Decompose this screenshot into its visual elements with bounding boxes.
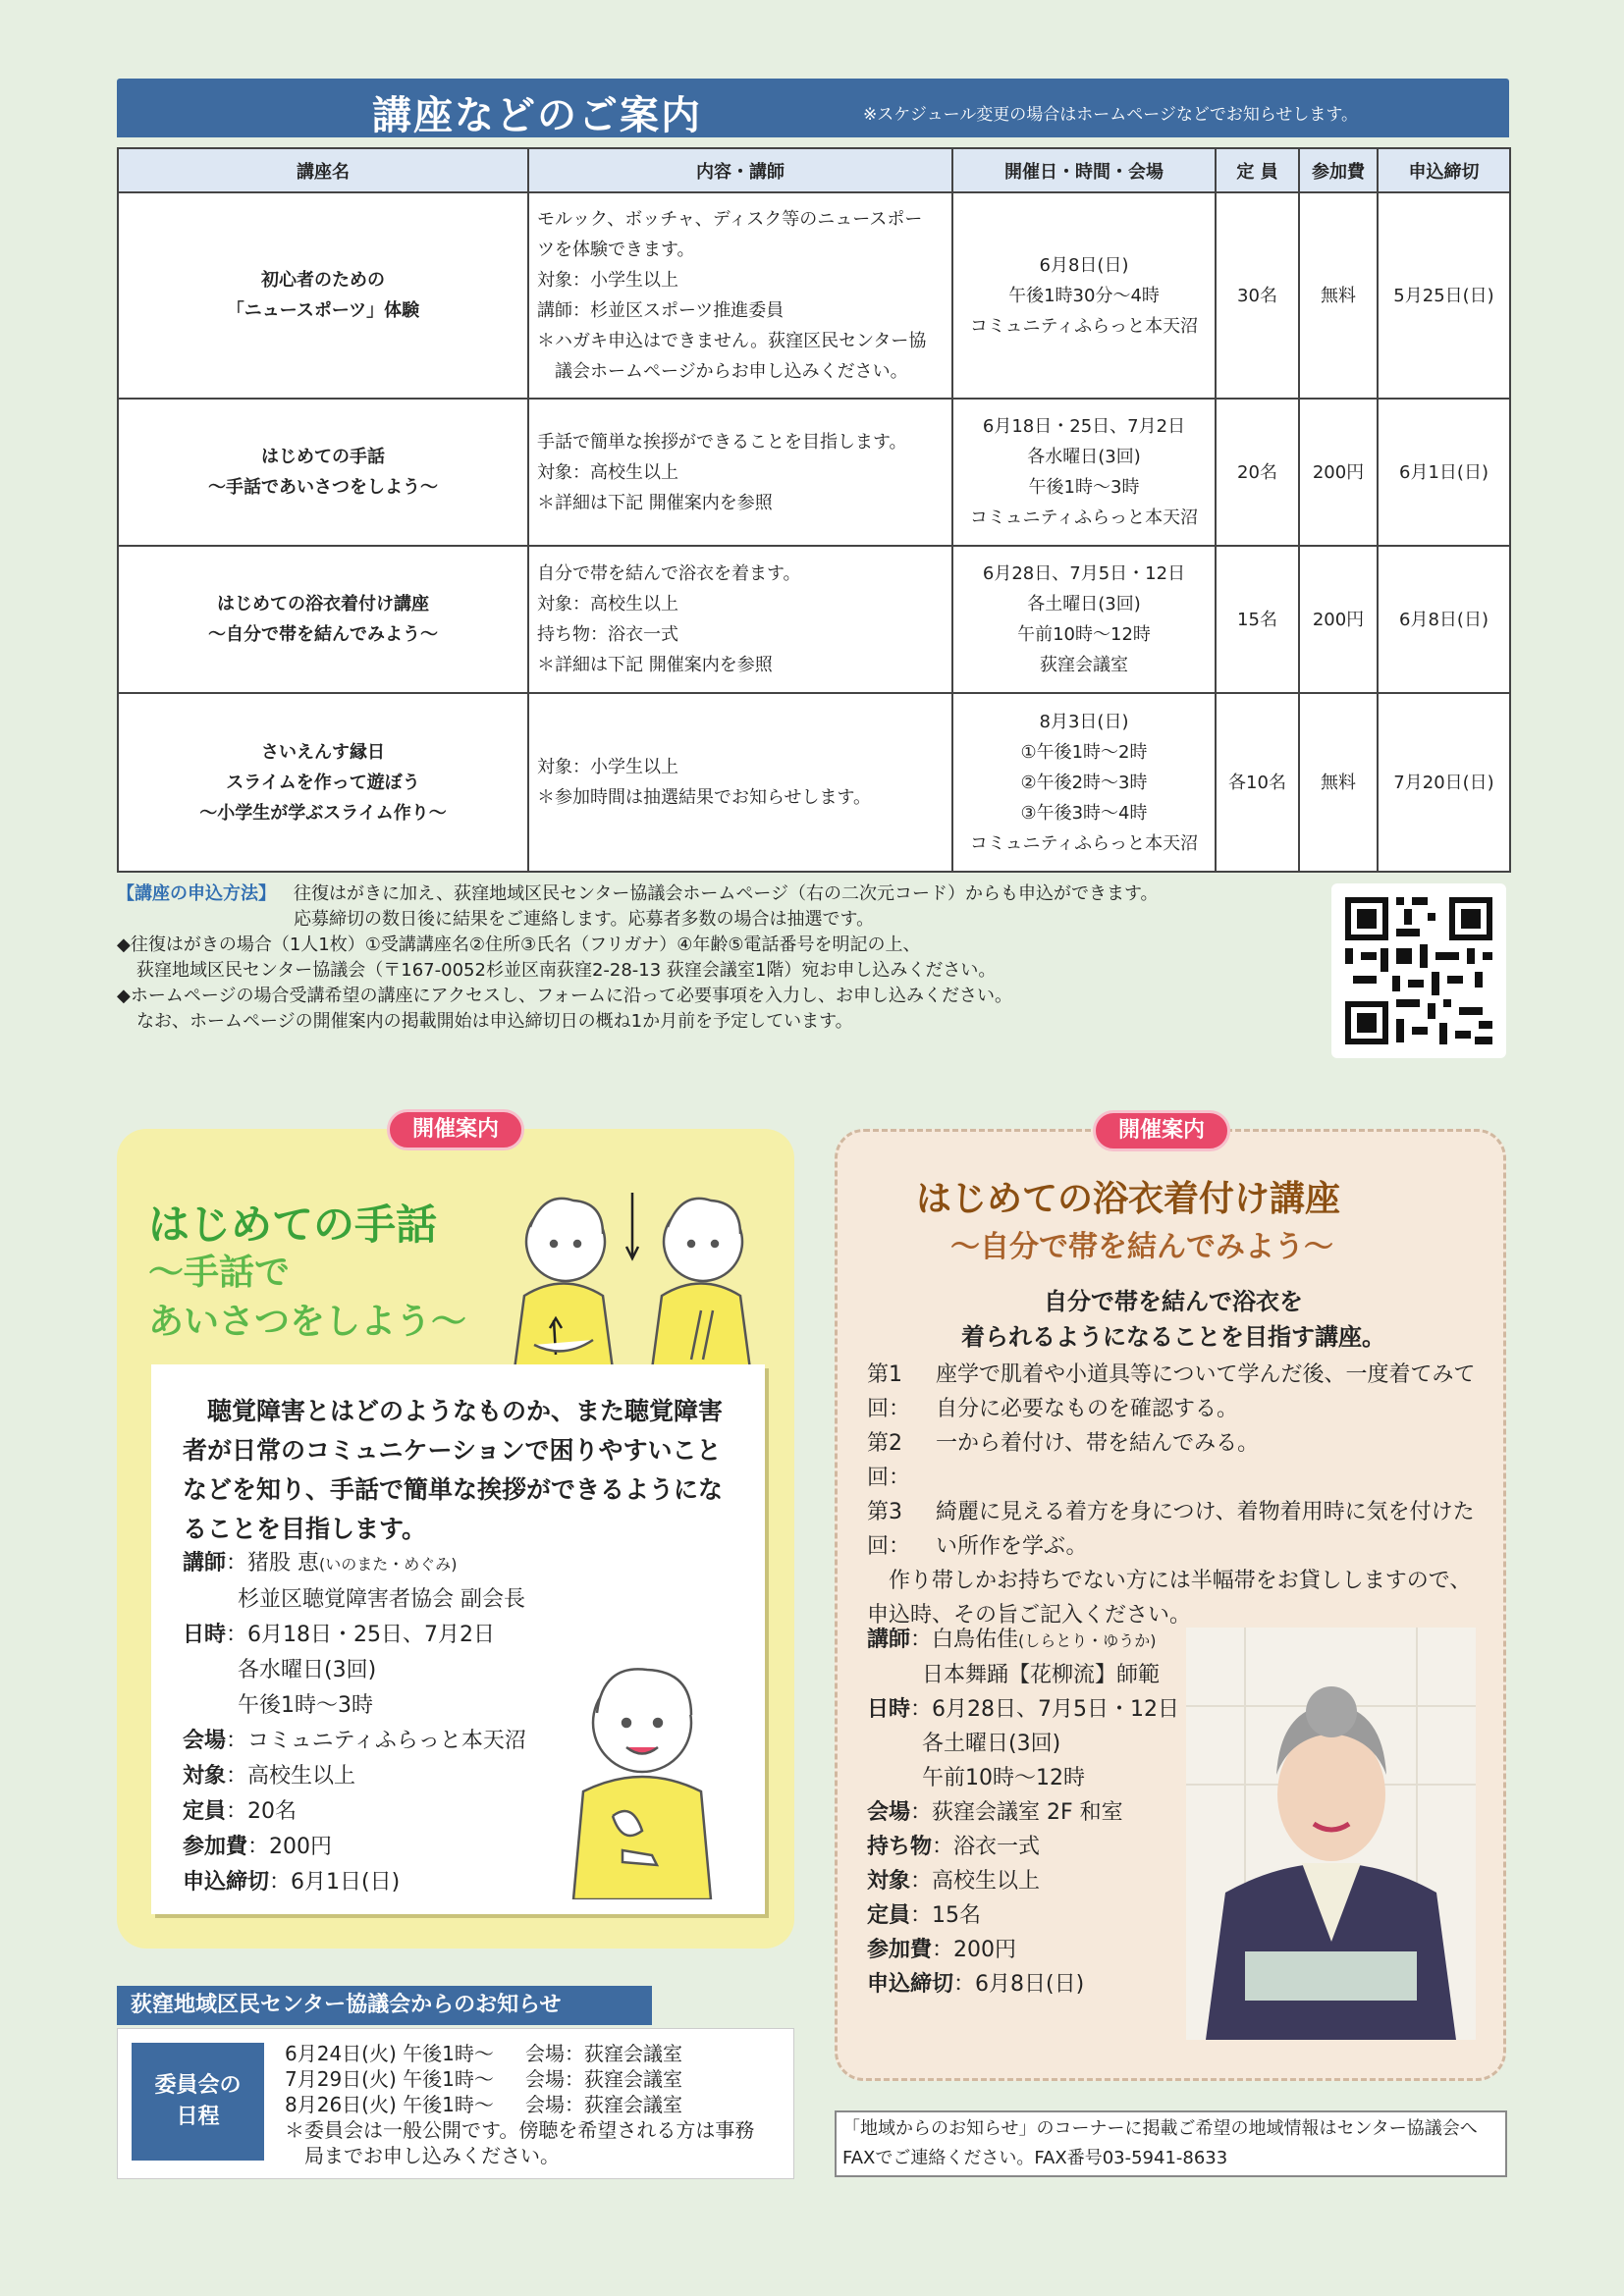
course-capacity: 各10名 xyxy=(1216,693,1299,872)
col-header: 開催日・時間・会場 xyxy=(952,148,1216,192)
instructor-photo xyxy=(1186,1628,1476,2040)
card-title: はじめての手話 xyxy=(148,1201,438,1249)
step-item: 第2回： 一から着付け、帯を結んでみる。 xyxy=(867,1431,1260,1490)
committee-notice xyxy=(117,2028,794,2179)
col-header: 定 員 xyxy=(1216,148,1299,192)
course-capacity: 15名 xyxy=(1216,546,1299,693)
table-row xyxy=(118,399,1510,546)
course-deadline: 5月25日(日) xyxy=(1378,192,1510,399)
course-steps xyxy=(867,1358,1486,1632)
card-details-panel xyxy=(151,1364,765,1914)
course-name: はじめての浴衣着付け講座 〜自分で帯を結んでみよう〜 xyxy=(118,546,528,693)
notice-header: 荻窪地域区民センター協議会からのお知らせ xyxy=(117,1986,652,2025)
col-header: 参加費 xyxy=(1299,148,1378,192)
apply-text: ◆往復はがきの場合（1人1枚）①受講講座名②住所③氏名（フリガナ）④年齢⑤電話番号を明記の上、 xyxy=(117,934,921,955)
course-details: 講師：白鳥佑佳(しらとり・ゆうか) 日本舞踊【花柳流】師範 日時：6月28日、7月5日・12日 各土曜日(3回) 午前10時〜12時 会場：荻窪会議室 2F 和室 持ち物：浴衣一式 対象：高校生以上 定員：15名 参加費：200円 申込締切：6月8日(日) xyxy=(867,1628,1179,1997)
course-name: さいえんす縁日 スライムを作って遊ぼう 〜小学生が学ぶスライム作り〜 xyxy=(118,693,528,872)
course-table xyxy=(117,147,1511,873)
section-title: 講座などのご案内 xyxy=(372,93,702,138)
course-date: 6月8日(日) 午後1時30分〜4時 コミュニティふらっと本天沼 xyxy=(952,192,1216,399)
step-item: 第3回： 綺麗に見える着方を身につけ、着物着用時に気を付けたい所作を学ぶ。 xyxy=(867,1500,1475,1559)
apply-text: 荻窪地域区民センター協議会（〒167-0052杉並区南荻窪2-28-13 荻窪会議室1階）宛お申し込みください。 xyxy=(136,960,997,981)
course-deadline: 6月8日(日) xyxy=(1378,546,1510,693)
meeting-schedule xyxy=(285,2041,754,2168)
course-fee: 無料 xyxy=(1299,192,1378,399)
course-note: 作り帯しかお持ちでない方には半幅帯をお貸ししますので、申込時、その旨ご記入ください。 xyxy=(867,1569,1472,1628)
schedule-note: ※スケジュール変更の場合はホームページなどでお知らせします。 xyxy=(863,105,1359,125)
table-row xyxy=(118,693,1510,872)
list-item: 7月29日(火) 午後1時〜 会場：荻窪会議室 xyxy=(285,2067,682,2091)
sign-language-illustration xyxy=(495,1173,780,1369)
sign-language-info-card xyxy=(117,1117,794,1949)
apply-text: ◆ホームページの場合受講希望の講座にアクセスし、フォームに沿って必要事項を入力し、お申し込みください。 xyxy=(117,986,1013,1006)
event-badge: 開催案内 xyxy=(1093,1110,1230,1151)
card-subtitle: 〜自分で帯を結んでみよう〜 xyxy=(950,1230,1333,1264)
signing-person-illustration xyxy=(564,1644,721,1899)
committee-label: 委員会の 日程 xyxy=(132,2043,264,2161)
col-header: 講座名 xyxy=(118,148,528,192)
list-item: 8月26日(火) 午後1時〜 会場：荻窪会議室 xyxy=(285,2093,682,2116)
course-content: モルック、ボッチャ、ディスク等のニュースポー ツを体験できます。 対象：小学生以上 講師：杉並区スポーツ推進委員 ＊ハガキ申込はできません。荻窪区民センター協 議会ホームページからお申し込みください。 xyxy=(528,192,952,399)
course-name: 初心者のための 「ニュースポーツ」体験 xyxy=(118,192,528,399)
table-row xyxy=(118,546,1510,693)
course-description: 聴覚障害とはどのようなものか、また聴覚障害者が日常のコミュニケーションで困りやすいことなどを知り、手話で簡単な挨拶ができるようになることを目指します。 xyxy=(183,1397,724,1543)
course-content: 手話で簡単な挨拶ができることを目指します。 対象：高校生以上 ＊詳細は下記 開催案内を参照 xyxy=(528,399,952,546)
table-row xyxy=(118,192,1510,399)
step-item: 第1回： 座学で肌着や小道具等について学んだ後、一度着てみて自分に必要なものを確認する。 xyxy=(867,1362,1476,1421)
course-date: 6月28日、7月5日・12日 各土曜日(3回) 午前10時〜12時 荻窪会議室 xyxy=(952,546,1216,693)
fax-notice: 「地域からのお知らせ」のコーナーに掲載ご希望の地域情報はセンター協議会へ FAXでご連絡ください。FAX番号03-5941-8633 xyxy=(835,2110,1507,2177)
apply-label: 【講座の申込方法】 xyxy=(117,883,276,904)
course-fee: 200円 xyxy=(1299,399,1378,546)
application-method xyxy=(117,881,1275,1035)
course-content: 対象：小学生以上 ＊参加時間は抽選結果でお知らせします。 xyxy=(528,693,952,872)
meeting-note: 局までお申し込みください。 xyxy=(285,2144,560,2167)
table-header-row xyxy=(118,148,1510,192)
course-date: 6月18日・25日、7月2日 各水曜日(3回) 午後1時〜3時 コミュニティふらっと本天沼 xyxy=(952,399,1216,546)
card-title: はじめての浴衣着付け講座 xyxy=(916,1178,1341,1219)
course-fee: 無料 xyxy=(1299,693,1378,872)
event-badge: 開催案内 xyxy=(387,1109,524,1150)
apply-text: 応募締切の数日後に結果をご連絡します。応募者多数の場合は抽選です。 xyxy=(294,909,875,930)
qr-code-icon[interactable] xyxy=(1331,883,1506,1058)
course-details: 講師：猪股 恵(いのまた・めぐみ) 杉並区聴覚障害者協会 副会長 日時：6月18日・25日、7月2日 各水曜日(3回) 午後1時〜3時 会場：コミュニティふらっと本天沼 対象：高校生以上 定員：20名 参加費：200円 申込締切：6月1日(日) xyxy=(183,1551,526,1895)
col-header: 内容・講師 xyxy=(528,148,952,192)
course-capacity: 30名 xyxy=(1216,192,1299,399)
course-deadline: 6月1日(日) xyxy=(1378,399,1510,546)
apply-text: なお、ホームページの開催案内の掲載開始は申込締切日の概ね1か月前を予定しています。 xyxy=(136,1011,853,1032)
course-content: 自分で帯を結んで浴衣を着ます。 対象：高校生以上 持ち物：浴衣一式 ＊詳細は下記 開催案内を参照 xyxy=(528,546,952,693)
course-name: はじめての手話 〜手話であいさつをしよう〜 xyxy=(118,399,528,546)
course-date: 8月3日(日) ①午後1時〜2時 ②午後2時〜3時 ③午後3時〜4時 コミュニティふらっと本天沼 xyxy=(952,693,1216,872)
section-header xyxy=(117,79,1509,137)
card-subtitle: 〜手話で あいさつをしよう〜 xyxy=(148,1253,467,1342)
meeting-note: ＊委員会は一般公開です。傍聴を希望される方は事務 xyxy=(285,2118,755,2142)
yukata-info-card xyxy=(835,1118,1506,2081)
course-deadline: 7月20日(日) xyxy=(1378,693,1510,872)
course-fee: 200円 xyxy=(1299,546,1378,693)
col-header: 申込締切 xyxy=(1378,148,1510,192)
course-lead: 自分で帯を結んで浴衣を 着られるようになることを目指す講座。 xyxy=(961,1288,1385,1351)
apply-text: 往復はがきに加え、荻窪地域区民センター協議会ホームページ（右の二次元コード）からも申込ができます。 xyxy=(294,883,1159,904)
course-capacity: 20名 xyxy=(1216,399,1299,546)
list-item: 6月24日(火) 午後1時〜 会場：荻窪会議室 xyxy=(285,2042,682,2065)
